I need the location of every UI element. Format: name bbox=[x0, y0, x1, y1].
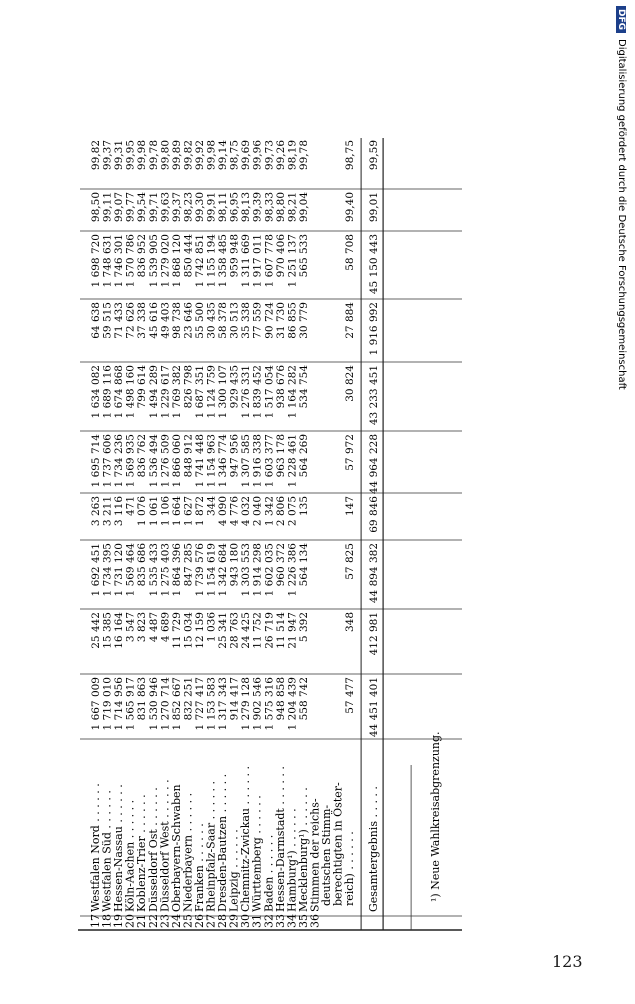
cell-value: 99,82 bbox=[182, 140, 195, 171]
cell-value: 25 442 bbox=[90, 612, 102, 649]
row-number: 20 bbox=[123, 914, 137, 928]
total-value: 44 964 228 bbox=[368, 434, 381, 495]
cell-value: 96,95 bbox=[228, 192, 241, 223]
cell-value: 58 708 bbox=[344, 234, 357, 271]
cell-value: 1 741 448 bbox=[193, 434, 206, 488]
cell-value: 1 311 669 bbox=[240, 234, 253, 288]
row-number: 30 bbox=[239, 914, 253, 928]
cell-value: 565 533 bbox=[297, 234, 310, 278]
cell-value: 86 855 bbox=[286, 302, 299, 339]
cell-value: 564 269 bbox=[297, 434, 310, 478]
region-name-line: deutschen Stimm- bbox=[320, 804, 333, 906]
cell-value: 948 858 bbox=[274, 677, 287, 721]
cell-value: 959 948 bbox=[228, 234, 241, 278]
region-name: Mecklenburg¹) . . . . . . bbox=[296, 787, 310, 912]
cell-value: 947 956 bbox=[228, 434, 241, 478]
cell-value: 99,92 bbox=[193, 140, 206, 171]
cell-value: 11 752 bbox=[251, 612, 264, 649]
cell-value: 12 159 bbox=[193, 612, 206, 649]
cell-value: 58 378 bbox=[217, 302, 230, 339]
cell-value: 25 341 bbox=[217, 612, 230, 649]
region-name: Köln-Aachen . . . . . . bbox=[123, 799, 137, 912]
row-number: 19 bbox=[112, 914, 126, 928]
region-name: Franken . . . . . . bbox=[192, 823, 206, 912]
cell-value: 1 155 194 bbox=[205, 234, 218, 288]
cell-value: 1 916 338 bbox=[251, 434, 264, 488]
cell-value: 30 824 bbox=[344, 365, 357, 402]
cell-value: 1 228 461 bbox=[286, 434, 299, 488]
cell-value: 99,30 bbox=[193, 192, 206, 223]
cell-value: 24 425 bbox=[240, 612, 253, 649]
cell-value: 1 539 905 bbox=[147, 234, 160, 288]
cell-value: 1 569 464 bbox=[124, 543, 137, 597]
cell-value: 64 638 bbox=[90, 302, 102, 339]
cell-value: 1 727 417 bbox=[193, 677, 206, 731]
row-number: 35 bbox=[296, 914, 310, 928]
cell-value: 1 307 585 bbox=[240, 434, 253, 488]
cell-value: 1 279 128 bbox=[240, 677, 253, 731]
dfg-logo: DFG bbox=[616, 6, 626, 33]
cell-value: 1 664 bbox=[170, 496, 183, 527]
table-rotated-group bbox=[78, 138, 462, 930]
cell-value: 1 839 452 bbox=[251, 365, 264, 419]
region-name: Hessen-Nassau . . . . . . bbox=[112, 784, 126, 912]
cell-value: 55 500 bbox=[193, 302, 206, 339]
cell-value: 147 bbox=[344, 496, 357, 517]
cell-value: 1 565 917 bbox=[124, 677, 137, 731]
cell-value: 99,69 bbox=[240, 140, 253, 171]
cell-value: 835 686 bbox=[136, 543, 149, 587]
cell-value: 1 270 714 bbox=[159, 677, 172, 731]
cell-value: 99,37 bbox=[101, 140, 114, 171]
total-value: 43 233 451 bbox=[368, 365, 381, 426]
cell-value: 832 251 bbox=[182, 677, 195, 721]
cell-value: 3 547 bbox=[124, 612, 137, 643]
cell-value: 1 739 576 bbox=[193, 543, 206, 597]
region-name: Rheinpfalz-Saar . . . . . . bbox=[204, 780, 218, 912]
cell-value: 826 798 bbox=[182, 365, 195, 409]
cell-value: 31 730 bbox=[274, 302, 287, 339]
cell-value: 16 164 bbox=[113, 612, 126, 649]
cell-value: 99,31 bbox=[113, 140, 126, 171]
row-number: 17 bbox=[89, 914, 102, 928]
region-name: Düsseldorf Ost . . . . . . bbox=[146, 787, 160, 912]
cell-value: 1 852 667 bbox=[170, 677, 183, 731]
cell-value: 1 530 946 bbox=[147, 677, 160, 731]
cell-value: 848 912 bbox=[182, 434, 195, 478]
cell-value: 99,89 bbox=[170, 140, 183, 171]
cell-value: 99,77 bbox=[124, 192, 137, 223]
cell-value: 943 180 bbox=[228, 543, 241, 587]
cell-value: 99,91 bbox=[205, 192, 218, 223]
cell-value: 99,39 bbox=[251, 192, 264, 223]
total-value: 69 846 bbox=[368, 496, 381, 533]
cell-value: 3 263 bbox=[90, 496, 102, 527]
cell-value: 1 731 120 bbox=[113, 543, 126, 597]
region-name: Baden . . . . . . bbox=[262, 834, 276, 912]
cell-value: 1 634 082 bbox=[90, 365, 102, 419]
region-name: Düsseldorf West . . . . . . bbox=[158, 779, 172, 912]
region-name: Chemnitz-Zwickau . . . . . . bbox=[239, 766, 253, 912]
cell-value: 1 498 160 bbox=[124, 365, 137, 419]
cell-value: 98,75 bbox=[344, 140, 357, 171]
cell-value: 1 346 774 bbox=[217, 434, 230, 488]
cell-value: 1 164 282 bbox=[286, 365, 299, 419]
cell-value: 11 729 bbox=[170, 612, 183, 649]
cell-value: 1 154 619 bbox=[205, 543, 218, 597]
region-name: Westfalen Nord . . . . . . bbox=[89, 783, 102, 912]
cell-value: 1 303 553 bbox=[240, 543, 253, 597]
cell-value: 45 616 bbox=[147, 302, 160, 339]
cell-value: 99,54 bbox=[136, 192, 149, 223]
cell-value: 4 776 bbox=[228, 496, 241, 527]
cell-value: 1 536 494 bbox=[147, 434, 160, 488]
cell-value: 4 689 bbox=[159, 612, 172, 643]
region-name-line: berechtigten in Öster- bbox=[331, 782, 345, 906]
cell-value: 1 229 617 bbox=[159, 365, 172, 419]
cell-value: 1 275 403 bbox=[159, 543, 172, 597]
row-number: 27 bbox=[204, 914, 218, 928]
region-name: Niederbayern . . . . . . bbox=[181, 792, 195, 912]
cell-value: 1 317 343 bbox=[217, 677, 230, 731]
cell-value: 963 178 bbox=[274, 434, 287, 478]
region-name: Leipzig . . . . . . bbox=[227, 829, 241, 912]
cell-value: 99,98 bbox=[136, 140, 149, 171]
cell-value: 1 674 868 bbox=[113, 365, 126, 419]
cell-value: 1 742 851 bbox=[193, 234, 206, 288]
cell-value: 1 342 684 bbox=[217, 543, 230, 597]
cell-value: 28 763 bbox=[228, 612, 241, 649]
region-name: Oberbayern-Schwaben bbox=[169, 784, 183, 912]
cell-value: 1 300 107 bbox=[217, 365, 230, 419]
cell-value: 1 494 289 bbox=[147, 365, 160, 419]
cell-value: 831 863 bbox=[136, 677, 149, 721]
cell-value: 99,82 bbox=[90, 140, 102, 171]
cell-value: 98,19 bbox=[286, 140, 299, 171]
cell-value: 1 627 bbox=[182, 496, 195, 527]
cell-value: 970 406 bbox=[274, 234, 287, 278]
cell-value: 71 433 bbox=[113, 302, 126, 339]
cell-value: 960 372 bbox=[274, 543, 287, 587]
cell-value: 914 417 bbox=[228, 677, 241, 721]
cell-value: 1 734 395 bbox=[101, 543, 114, 597]
total-value: 44 894 382 bbox=[368, 543, 381, 604]
cell-value: 1 036 bbox=[205, 612, 218, 643]
cell-value: 4 090 bbox=[217, 496, 230, 527]
region-name: Hamburg¹) . . . . . . bbox=[285, 808, 299, 912]
cell-value: 1 737 606 bbox=[101, 434, 114, 488]
cell-value: 1 276 331 bbox=[240, 365, 253, 419]
cell-value: 99,78 bbox=[297, 140, 310, 171]
cell-value: 11 514 bbox=[274, 612, 287, 649]
row-number: 25 bbox=[181, 914, 195, 928]
cell-value: 23 646 bbox=[182, 302, 195, 339]
cell-value: 26 719 bbox=[263, 612, 276, 649]
cell-value: 1 864 396 bbox=[170, 543, 183, 597]
region-name: Westfalen Süd . . . . . . bbox=[100, 790, 114, 912]
cell-value: 1 607 778 bbox=[263, 234, 276, 288]
total-value: 99,59 bbox=[368, 140, 381, 171]
row-number: 22 bbox=[146, 914, 160, 928]
cell-value: 1 695 714 bbox=[90, 434, 102, 488]
cell-value: 99,63 bbox=[159, 192, 172, 223]
cell-value: 35 338 bbox=[240, 302, 253, 339]
cell-value: 99,80 bbox=[159, 140, 172, 171]
cell-value: 37 338 bbox=[136, 302, 149, 339]
cell-value: 30 513 bbox=[228, 302, 241, 339]
cell-value: 27 884 bbox=[344, 302, 357, 339]
cell-value: 1 714 956 bbox=[113, 677, 126, 731]
cell-value: 2 040 bbox=[251, 496, 264, 527]
cell-value: 99,40 bbox=[344, 192, 357, 223]
row-number: 36 bbox=[308, 914, 322, 928]
cell-value: 99,98 bbox=[205, 140, 218, 171]
cell-value: 99,37 bbox=[170, 192, 183, 223]
row-number: 21 bbox=[135, 914, 149, 928]
row-number: 18 bbox=[100, 914, 114, 928]
total-value: 44 451 401 bbox=[368, 677, 381, 738]
cell-value: 99,78 bbox=[147, 140, 160, 171]
cell-value: 1 342 bbox=[263, 496, 276, 527]
cell-value: 1 734 236 bbox=[113, 434, 126, 488]
cell-value: 1 689 116 bbox=[101, 365, 114, 419]
cell-value: 1 769 382 bbox=[170, 365, 183, 419]
total-value: 99,01 bbox=[368, 192, 381, 223]
cell-value: 1 866 060 bbox=[170, 434, 183, 488]
footnote: ¹) Neue Wahlkreisabgrenzung. bbox=[429, 731, 443, 902]
cell-value: 1 902 546 bbox=[251, 677, 264, 731]
cell-value: 1 687 351 bbox=[193, 365, 206, 419]
cell-value: 72 626 bbox=[124, 302, 137, 339]
cell-value: 98,50 bbox=[90, 192, 102, 223]
cell-value: 847 285 bbox=[182, 543, 195, 587]
cell-value: 99,11 bbox=[101, 192, 114, 223]
cell-value: 836 762 bbox=[136, 434, 149, 478]
cell-value: 15 385 bbox=[101, 612, 114, 649]
cell-value: 348 bbox=[344, 612, 357, 633]
cell-value: 1 276 509 bbox=[159, 434, 172, 488]
cell-value: 1 602 035 bbox=[263, 543, 276, 597]
cell-value: 3 211 bbox=[101, 496, 114, 527]
cell-value: 1 358 485 bbox=[217, 234, 230, 288]
region-name-line: reich) . . . . . . bbox=[343, 831, 357, 906]
cell-value: 2 075 bbox=[286, 496, 299, 527]
cell-value: 1 748 631 bbox=[101, 234, 114, 288]
cell-value: 929 435 bbox=[228, 365, 241, 409]
cell-value: 98,33 bbox=[263, 192, 276, 223]
region-name: Württemberg . . . . . . bbox=[250, 795, 264, 912]
row-number: 28 bbox=[216, 914, 230, 928]
row-number: 23 bbox=[158, 914, 172, 928]
cell-value: 99,96 bbox=[251, 140, 264, 171]
region-name-line: Stimmen der reichs- bbox=[308, 798, 322, 912]
cell-value: 1 570 786 bbox=[124, 234, 137, 288]
cell-value: 90 724 bbox=[263, 302, 276, 339]
cell-value: 1 204 439 bbox=[286, 677, 299, 731]
cell-value: 850 444 bbox=[182, 234, 195, 278]
cell-value: 21 947 bbox=[286, 612, 299, 649]
cell-value: 471 bbox=[124, 496, 137, 517]
cell-value: 98,13 bbox=[240, 192, 253, 223]
row-number: 24 bbox=[169, 914, 183, 928]
total-value: 412 981 bbox=[368, 612, 381, 656]
cell-value: 1 154 963 bbox=[205, 434, 218, 488]
cell-value: 1 719 010 bbox=[101, 677, 114, 731]
cell-value: 799 614 bbox=[136, 365, 149, 409]
region-name: Koblenz-Trier . . . . . . bbox=[135, 794, 149, 912]
cell-value: 836 952 bbox=[136, 234, 149, 278]
cell-value: 564 134 bbox=[297, 543, 310, 587]
cell-value: 534 754 bbox=[297, 365, 310, 409]
row-number: 34 bbox=[285, 914, 299, 928]
cell-value: 1 698 720 bbox=[90, 234, 102, 288]
total-label: Gesamtergebnis . . . . . bbox=[367, 786, 381, 912]
cell-value: 98,21 bbox=[286, 192, 299, 223]
cell-value: 99,04 bbox=[297, 192, 310, 223]
cell-value: 2 806 bbox=[274, 496, 287, 527]
cell-value: 77 559 bbox=[251, 302, 264, 339]
cell-value: 1 692 451 bbox=[90, 543, 102, 597]
cell-value: 98 738 bbox=[170, 302, 183, 339]
cell-value: 1 124 759 bbox=[205, 365, 218, 419]
row-number: 26 bbox=[192, 914, 206, 928]
cell-value: 1 535 433 bbox=[147, 543, 160, 597]
cell-value: 558 742 bbox=[297, 677, 310, 721]
cell-value: 99,71 bbox=[147, 192, 160, 223]
cell-value: 1 746 301 bbox=[113, 234, 126, 288]
cell-value: 98,23 bbox=[182, 192, 195, 223]
cell-value: 3 116 bbox=[113, 496, 126, 527]
cell-value: 30 435 bbox=[205, 302, 218, 339]
cell-value: 15 034 bbox=[182, 612, 195, 649]
cell-value: 1 575 316 bbox=[263, 677, 276, 731]
cell-value: 135 bbox=[297, 496, 310, 517]
cell-value: 1 153 583 bbox=[205, 677, 218, 731]
cell-value: 57 477 bbox=[344, 677, 357, 714]
dfg-note-text: Digitalisierung gefördert durch die Deutsche Forschungsgemeinschaft bbox=[616, 39, 627, 390]
total-value: 1 916 992 bbox=[368, 302, 381, 356]
page-number: 123 bbox=[552, 952, 583, 971]
cell-value: 1 517 054 bbox=[263, 365, 276, 419]
cell-value: 98,75 bbox=[228, 140, 241, 171]
cell-value: 1 667 009 bbox=[90, 677, 102, 731]
cell-value: 1 872 bbox=[193, 496, 206, 527]
total-value: 45 150 443 bbox=[368, 234, 381, 295]
cell-value: 1 917 011 bbox=[251, 234, 264, 288]
cell-value: 1 106 bbox=[159, 496, 172, 527]
row-number: 33 bbox=[273, 914, 287, 928]
cell-value: 59 515 bbox=[101, 302, 114, 339]
cell-value: 57 825 bbox=[344, 543, 357, 580]
row-number: 31 bbox=[250, 914, 264, 928]
cell-value: 49 403 bbox=[159, 302, 172, 339]
cell-value: 1 279 020 bbox=[159, 234, 172, 288]
cell-value: 99,73 bbox=[263, 140, 276, 171]
cell-value: 99,26 bbox=[274, 140, 287, 171]
row-number: 29 bbox=[227, 914, 241, 928]
cell-value: 99,95 bbox=[124, 140, 137, 171]
cell-value: 1 226 386 bbox=[286, 543, 299, 597]
cell-value: 98,11 bbox=[217, 192, 230, 223]
cell-value: 1 914 298 bbox=[251, 543, 264, 597]
cell-value: 99,07 bbox=[113, 192, 126, 223]
cell-value: 3 823 bbox=[136, 612, 149, 643]
cell-value: 1 868 120 bbox=[170, 234, 183, 288]
region-name: Dresden-Bautzen . . . . . . bbox=[216, 773, 230, 912]
cell-value: 57 972 bbox=[344, 434, 357, 471]
cell-value: 938 676 bbox=[274, 365, 287, 409]
cell-value: 1 603 377 bbox=[263, 434, 276, 488]
cell-value: 1 569 935 bbox=[124, 434, 137, 488]
cell-value: 344 bbox=[205, 496, 218, 517]
cell-value: 1 251 137 bbox=[286, 234, 299, 288]
region-name: Hessen-Darmstadt . . . . . . bbox=[273, 766, 287, 912]
cell-value: 4 032 bbox=[240, 496, 253, 527]
cell-value: 1 061 bbox=[147, 496, 160, 527]
row-number: 32 bbox=[262, 914, 276, 928]
cell-value: 1 076 bbox=[136, 496, 149, 527]
cell-value: 4 487 bbox=[147, 612, 160, 643]
cell-value: 5 392 bbox=[297, 612, 310, 643]
cell-value: 98,80 bbox=[274, 192, 287, 223]
cell-value: 99,14 bbox=[217, 140, 230, 171]
cell-value: 30 779 bbox=[297, 302, 310, 339]
